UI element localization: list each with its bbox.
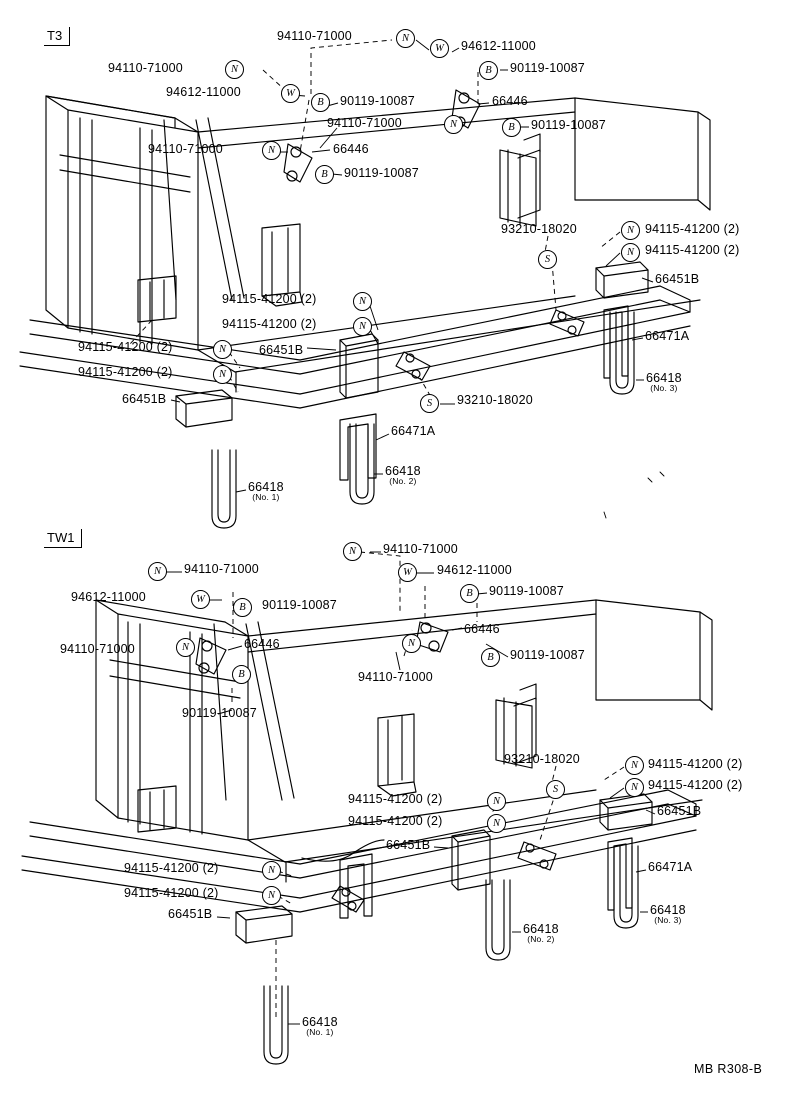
bubble-s: S — [538, 250, 557, 269]
part-label: 66418 (No. 2) — [523, 922, 559, 945]
bubble-b: B — [233, 598, 252, 617]
part-label: 93210-18020 — [457, 393, 533, 407]
part-label: 94612-11000 — [437, 563, 512, 577]
bubble-n: N — [148, 562, 167, 581]
part-label: 94612-11000 — [71, 590, 146, 604]
part-label: 66418 (No. 3) — [650, 903, 686, 926]
part-label: 94115-41200 (2) — [648, 778, 743, 792]
bubble-b: B — [315, 165, 334, 184]
part-label: 94110-71000 — [148, 142, 223, 156]
bubble-n: N — [262, 886, 281, 905]
part-label: 66446 — [492, 94, 528, 108]
bubble-s: S — [546, 780, 565, 799]
bubble-n: N — [213, 340, 232, 359]
part-label: 94115-41200 (2) — [645, 222, 740, 236]
bubble-w: W — [281, 84, 300, 103]
bubble-n: N — [343, 542, 362, 561]
bubble-n: N — [621, 243, 640, 262]
part-label: 66446 — [464, 622, 500, 636]
bubble-n: N — [402, 634, 421, 653]
part-label: 66418 (No. 2) — [385, 464, 421, 487]
bubble-b: B — [479, 61, 498, 80]
part-label: 94115-41200 (2) — [645, 243, 740, 257]
bubble-n: N — [625, 756, 644, 775]
part-label: 94115-41200 (2) — [222, 292, 317, 306]
part-label: 94115-41200 (2) — [78, 340, 173, 354]
bubble-w: W — [430, 39, 449, 58]
part-label: 90119-10087 — [531, 118, 606, 132]
part-label: 94115-41200 (2) — [348, 792, 443, 806]
part-label: 90119-10087 — [340, 94, 415, 108]
sheet-code: MB R308-B — [694, 1062, 763, 1076]
bubble-n: N — [487, 792, 506, 811]
bubble-n: N — [621, 221, 640, 240]
bubble-n: N — [262, 141, 281, 160]
section-label-t3: T3 — [40, 26, 76, 48]
bubble-n: N — [213, 365, 232, 384]
bubble-n: N — [262, 861, 281, 880]
part-label: 93210-18020 — [504, 752, 580, 766]
part-label: 94110-71000 — [108, 61, 183, 75]
part-label: 94110-71000 — [184, 562, 259, 576]
part-label: 66451B — [657, 804, 702, 818]
bubble-w: W — [398, 563, 417, 582]
bubble-n: N — [625, 778, 644, 797]
bubble-n: N — [353, 317, 372, 336]
part-label: 94110-71000 — [60, 642, 135, 656]
bubble-b: B — [502, 118, 521, 137]
bubble-b: B — [460, 584, 479, 603]
part-label: 94110-71000 — [358, 670, 433, 684]
part-label: 66471A — [648, 860, 693, 874]
part-label: 90119-10087 — [182, 706, 257, 720]
bubble-n: N — [444, 115, 463, 134]
part-label: 66446 — [333, 142, 369, 156]
part-label: 93210-18020 — [501, 222, 577, 236]
bubble-s: S — [420, 394, 439, 413]
part-label: 66471A — [391, 424, 436, 438]
part-label: 66418 (No. 1) — [248, 480, 284, 503]
bubble-n: N — [396, 29, 415, 48]
bubble-n: N — [176, 638, 195, 657]
part-label: 66451B — [386, 838, 431, 852]
bubble-b: B — [481, 648, 500, 667]
bubble-n: N — [353, 292, 372, 311]
part-label: 94115-41200 (2) — [348, 814, 443, 828]
part-label: 94612-11000 — [166, 85, 241, 99]
part-label: 94115-41200 (2) — [78, 365, 173, 379]
bubble-n: N — [225, 60, 244, 79]
bubble-n: N — [487, 814, 506, 833]
part-label: 66418 (No. 3) — [646, 371, 682, 394]
section-label-tw1: TW1 — [40, 528, 88, 550]
part-label: 90119-10087 — [510, 648, 585, 662]
part-label: 66471A — [645, 329, 690, 343]
part-label: 66451B — [655, 272, 700, 286]
bubble-b: B — [232, 665, 251, 684]
bubble-b: B — [311, 93, 330, 112]
part-label: 66451B — [122, 392, 167, 406]
part-label: 90119-10087 — [262, 598, 337, 612]
part-label: 66451B — [259, 343, 304, 357]
part-label: 94115-41200 (2) — [124, 886, 219, 900]
part-label: 66451B — [168, 907, 213, 921]
part-label: 90119-10087 — [344, 166, 419, 180]
part-label: 94110-71000 — [277, 29, 352, 43]
part-label: 94115-41200 (2) — [648, 757, 743, 771]
part-label: 94110-71000 — [327, 116, 402, 130]
part-label: 66446 — [244, 637, 280, 651]
part-label: 94110-71000 — [383, 542, 458, 556]
bubble-w: W — [191, 590, 210, 609]
part-label: 94115-41200 (2) — [222, 317, 317, 331]
part-label: 90119-10087 — [489, 584, 564, 598]
part-label: 90119-10087 — [510, 61, 585, 75]
part-label: 94612-11000 — [461, 39, 536, 53]
part-label: 66418 (No. 1) — [302, 1015, 338, 1038]
part-label: 94115-41200 (2) — [124, 861, 219, 875]
